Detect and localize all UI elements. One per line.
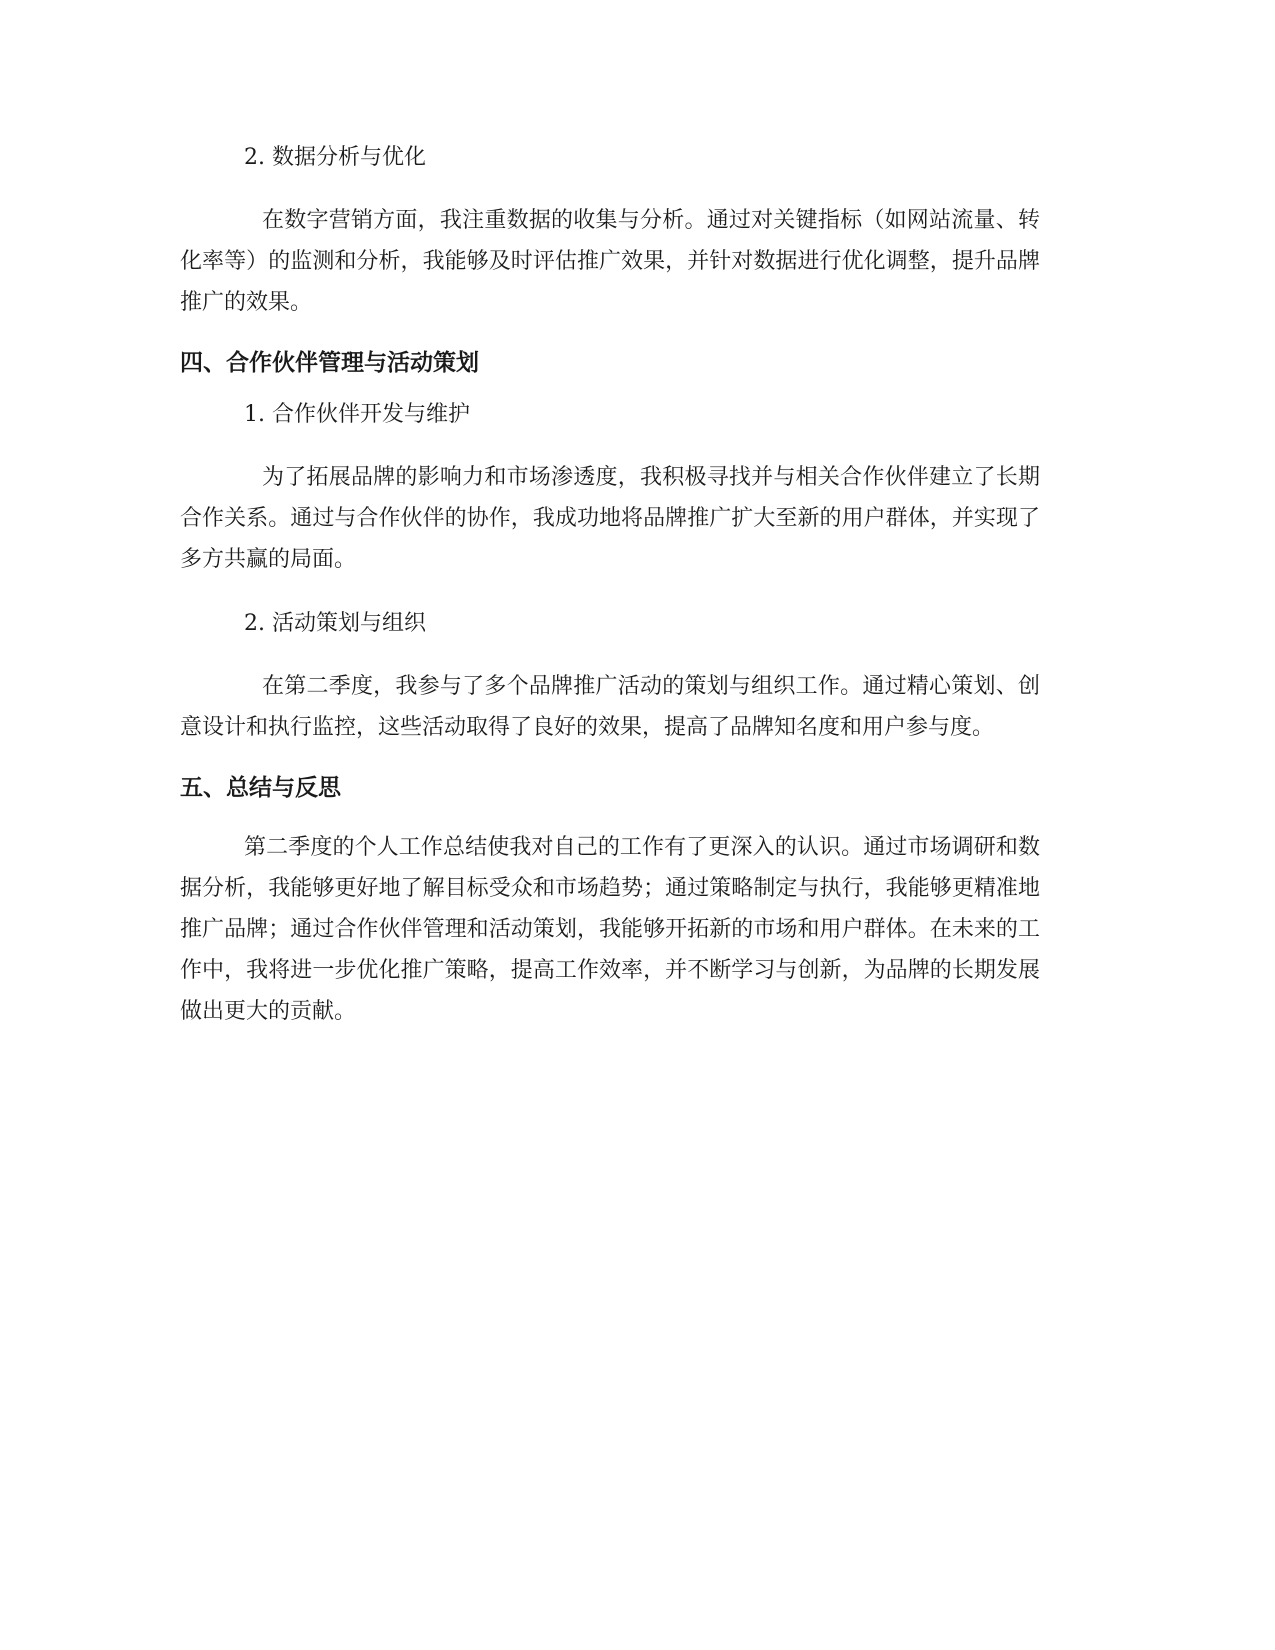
paragraph-summary: 第二季度的个人工作总结使我对自己的工作有了更深入的认识。通过市场调研和数据分析，我能够更好地了解目标受众和市场趋势；通过策略制定与执行，我能够更精准地推广品牌；通过合作伙伴管理和活动策划，我能够开拓新的市场和用户群体。在未来的工作中，我将进一步优化推广策略，提高工作效率，并不断学习与创新，为品牌的长期发展做出更大的贡献。 [180, 835, 1040, 1024]
subsection-title-event-planning: 2. 活动策划与组织 [244, 611, 426, 636]
document-page [180, 140, 1040, 1032]
paragraph-partner-development: 为了拓展品牌的影响力和市场渗透度，我积极寻找并与相关合作伙伴建立了长期合作关系。通过与合作伙伴的协作，我成功地将品牌推广扩大至新的用户群体，并实现了多方共赢的局面。 [180, 465, 1040, 572]
subsection-title-partner-development: 1. 合作伙伴开发与维护 [244, 402, 470, 427]
paragraph-event-planning: 在第二季度，我参与了多个品牌推广活动的策划与组织工作。通过精心策划、创意设计和执行监控，这些活动取得了良好的效果，提高了品牌知名度和用户参与度。 [180, 674, 1040, 740]
section-heading-summary: 五、总结与反思 [180, 775, 341, 801]
subsection-title-data-analysis: 2. 数据分析与优化 [244, 145, 426, 170]
paragraph-data-analysis: 在数字营销方面，我注重数据的收集与分析。通过对关键指标（如网站流量、转化率等）的监测和分析，我能够及时评估推广效果，并针对数据进行优化调整，提升品牌推广的效果。 [180, 208, 1040, 315]
section-heading-partners: 四、合作伙伴管理与活动策划 [180, 350, 479, 376]
